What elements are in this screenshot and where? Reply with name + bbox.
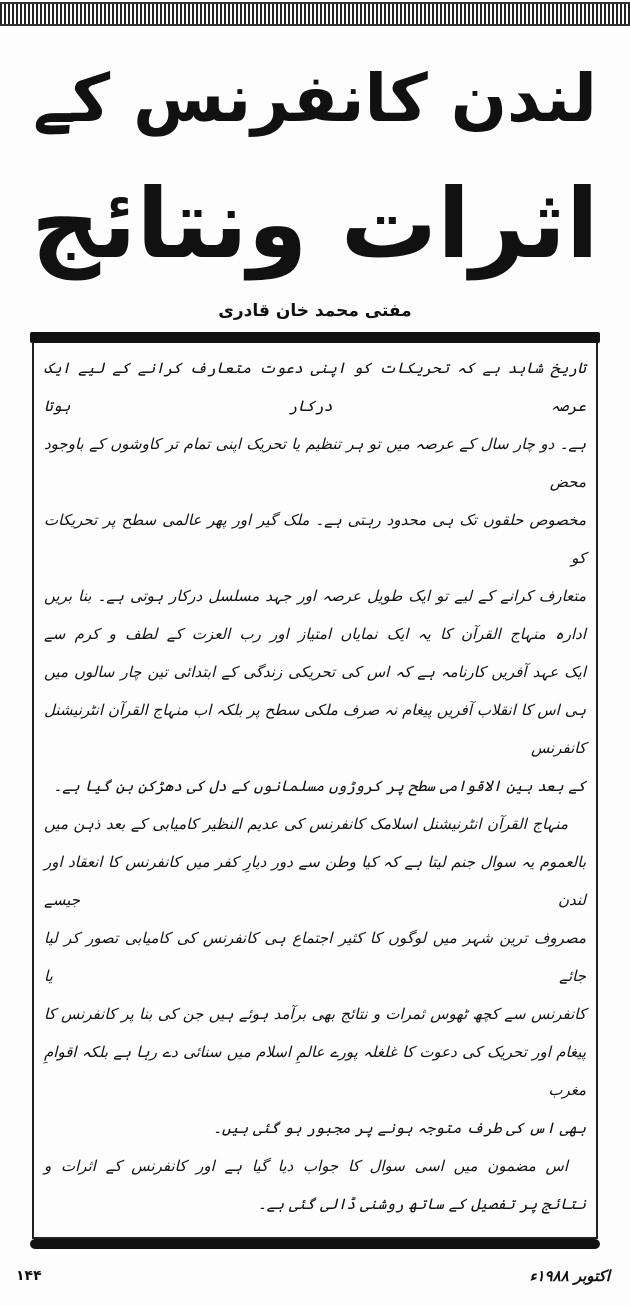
text-line: نتائج پر تفصیل کے ساتھ روشنی ڈالی گئی ہے۔ [257,1195,586,1214]
text-line: کانفرنس سے کچھ ٹھوس ثمرات و نتائج بھی برآمد ہوئے ہیں جن کی بنا پر کانفرنس کا [44,1005,586,1024]
text-line: تاریخ شاہد ہے کہ تحریکات کو اپنی دعوت متعارف کرانے کے لیے ایک عرصہ درکار ہوتا [44,359,586,416]
text-line: اس مضمون میں اسی سوال کا جواب دیا گیا ہے اور کانفرنس کے اثرات و [44,1157,568,1176]
text-line: مخصوص حلقوں تک ہی محدود رہتی ہے۔ ملک گیر اور پھر عالمی سطح پر تحریکات کو [44,511,586,568]
summary-text [44,349,586,1223]
text-line: ادارہ منہاج القرآن کا یہ ایک نمایاں امتیاز اور رب العزت کے لطف و کرم سے [44,625,586,644]
top-divider-bar [30,332,600,343]
text-line: ایک عہد آفریں کارنامہ ہے کہ اس کی تحریکی زندگی کے ابتدائی تین چار سالوں میں [44,663,586,682]
text-line: بھی اس کی طرف متوجہ ہونے پر مجبور ہو گئی ہیں۔ [213,1119,586,1138]
text-line: متعارف کرانے کے لیے تو ایک طویل عرصہ اور جہد مسلسل درکار ہوتی ہے۔ بنا بریں [44,587,586,606]
text-line: پیغام اور تحریک کی دعوت کا غلغلہ پورے عالمِ اسلام میں سنائی دے رہا ہے بلکہ اقوامِ مغرب [44,1043,586,1100]
decorative-top-border [0,2,630,26]
text-line: کے بعد بین الاقوامی سطح پر کروڑوں مسلمانوں کے دل کی دھڑکن بن گیا ہے۔ [53,777,586,796]
bottom-divider-bar [30,1239,600,1249]
summary-box [32,343,598,1239]
page-footer [0,1249,630,1305]
issue-date: اکتوبر ۱۹۸۸ء [529,1267,610,1286]
title-line-1: لندن کانفرنس کے [33,60,597,137]
text-line: مصروف ترین شہر میں لوگوں کا کثیر اجتماع ہی کانفرنس کی کامیابی تصور کر لیا جائے یا [44,929,586,986]
text-line: بالعموم یہ سوال جنم لیتا ہے کہ کیا وطن سے دور دیارِ کفر میں کانفرنس کا انعقاد اور لندن جیسے [44,853,586,910]
author-name: مفتی محمد خان قادری [218,300,412,321]
page-number: ۱۴۴ [16,1268,42,1285]
title-line-2: اثرات ونتائج [31,167,599,280]
text-line: منہاج القرآن انٹرنیشنل اسلامک کانفرنس کی عدیم النظیر کامیابی کے بعد ذہن میں [44,815,568,834]
text-line: ہی اس کا انقلاب آفریں پیغام نہ صرف ملکی سطح پر بلکہ اب منہاج القرآن انٹرنیشنل کانفرنس [44,701,586,758]
text-line: ہے۔ دو چار سال کے عرصہ میں تو ہر تنظیم یا تحریک اپنی تمام تر کاوشوں کے باوجود محض [44,435,586,492]
